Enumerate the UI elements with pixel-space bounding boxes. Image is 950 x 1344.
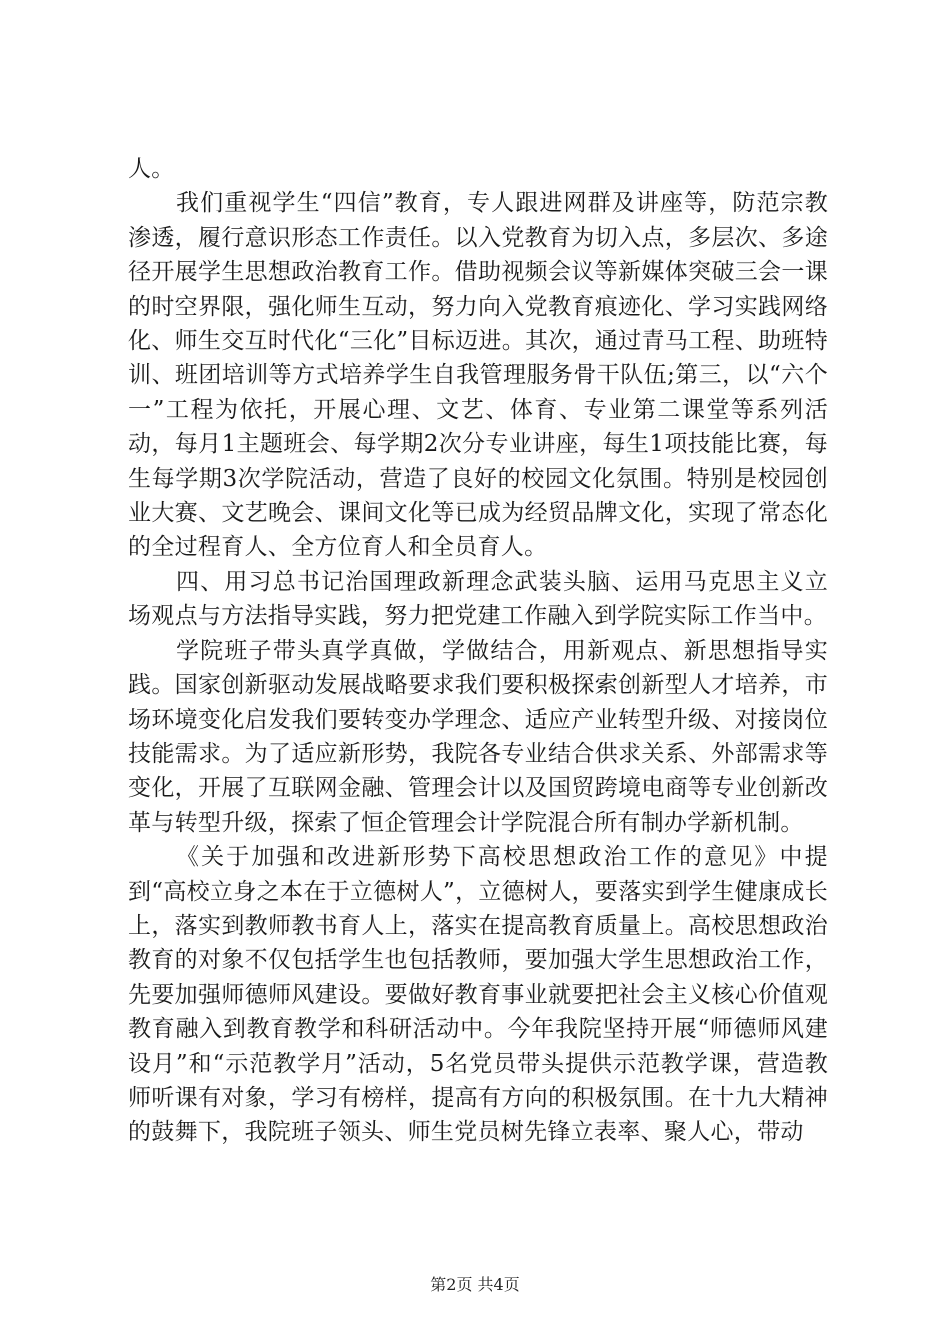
paragraph-section-four-heading: 四、用习总书记治国理政新理念武装头脑、运用马克思主义立场观点与方法指导实践，努力把党建工作融入到学院实际工作当中。 [128,568,828,630]
page-number-footer: 第2页 共4页 [430,1275,520,1294]
paragraph-student-education: 我们重视学生“四信”教育，专人跟进网群及讲座等，防范宗教渗透，履行意识形态工作责任。以入党教育为切入点，多层次、多途径开展学生思想政治教育工作。借助视频会议等新媒体突破三会一课的时空界限，强化师生互动，努力向入党教育痕迹化、学习实践网络化、师生交互时代化“三化”目标迈进。其次，通过青马工程、助班特训、班团培训等方式培养学生自我管理服务骨干队伍;第三，以“六个一”工程为依托，开展心理、文艺、体育、专业第二课堂等系列活动，每月1主题班会、每学期2次分专业讲座，每生1项技能比赛，每生每学期3次学院活动，营造了良好的校园文化氛围。特别是校园创业大赛、文艺晚会、课间文化等已成为经贸品牌文化，实现了常态化的全过程育人、全方位育人和全员育人。 [128,190,828,561]
document-body [128,152,828,1150]
paragraph-continuation: 人。 [128,156,175,182]
paragraph-practice: 学院班子带头真学真做，学做结合，用新观点、新思想指导实践。国家创新驱动发展战略要求我们要积极探索创新型人才培养，市场环境变化启发我们要转变办学理念、适应产业转型升级、对接岗位技能需求。为了适应新形势，我院各专业结合供求关系、外部需求等变化，开展了互联网金融、管理会计以及国贸跨境电商等专业创新改革与转型升级，探索了恒企管理会计学院混合所有制办学新机制。 [128,637,828,836]
paragraph-moral-education: 《关于加强和改进新形势下高校思想政治工作的意见》中提到“高校立身之本在于立德树人”，立德树人，要落实到学生健康成长上，落实到教师教书育人上，落实在提高教育质量上。高校思想政治教育的对象不仅包括学生也包括教师，要加强大学生思想政治工作，先要加强师德师风建设。要做好教育事业就要把社会主义核心价值观教育融入到教育教学和科研活动中。今年我院坚持开展“师德师风建设月”和“示范教学月”活动，5名党员带头提供示范教学课，营造教师听课有对象，学习有榜样，提高有方向的积极氛围。在十九大精神的鼓舞下，我院班子领头、师生党员树先锋立表率、聚人心，带动 [128,844,828,1146]
